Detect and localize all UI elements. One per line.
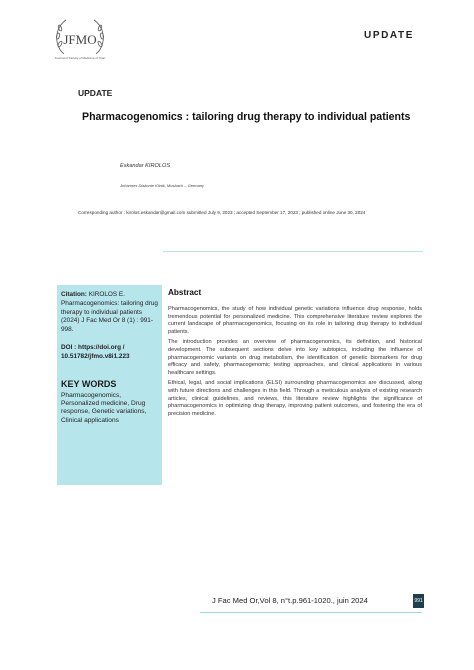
- citation-sidebar: [57, 285, 162, 485]
- author-name: Eskandar KIROLOS: [120, 163, 171, 169]
- journal-logo: [50, 14, 110, 62]
- footer-divider: [200, 612, 422, 613]
- page-number: 991: [413, 594, 424, 608]
- logo-caption: Journal of Faculty of Medicine of Oran: [54, 56, 106, 60]
- keywords-title: KEY WORDS: [61, 378, 117, 389]
- citation-label: Citation:: [61, 291, 87, 298]
- citation-text: KIROLOS E. Pharmacogenomics: tailoring drug therapy to individual patients (2024) J Fac Med Or 8 (1) : 991-998.: [61, 291, 158, 334]
- abstract-title: Abstract: [168, 288, 202, 297]
- footer-citation: J Fac Med Or,Vol 8, n°t.p.961-1020., juin 2024: [212, 596, 368, 605]
- keywords-list: Pharmacogenomics, Personalized medicine, Drug response, Genetic variations, Clinical applications: [61, 391, 147, 424]
- article-title: Pharmacogenomics : tailoring drug therapy to individual patients: [82, 111, 411, 123]
- abstract-body: [168, 306, 422, 421]
- doi-link[interactable]: DOI : https://doi.org / 10.51782/jfmo.v8i1.223: [61, 343, 130, 360]
- abstract-paragraph: Pharmacogenomics, the study of how individual genetic variations influence drug response, holds tremendous potential for personalized medicine. This comprehensive literature review explores the current landscape of pharmacogenomics, focusing on its role in tailoring drug therapy to individual patients.: [168, 306, 422, 335]
- author-affiliation: Johannes Diakonie Klinik, Mosbach – Germany: [120, 183, 205, 188]
- corresponding-author-line: Corresponding author : kirolos.eskandar@gmail.com submitted July 9, 2023 ; accepted September 17, 2023 ; published online June 30, 2024: [78, 210, 366, 215]
- logo-text: JFMO: [63, 32, 97, 47]
- header-update-label: UPDATE: [364, 30, 414, 41]
- citation-block: [61, 291, 158, 335]
- abstract-paragraph: The introduction provides an overview of pharmacogenomics, its definition, and historical development. The subsequent sections delve into key subtopics, including the influence of pharmacogenomic variants on drug metabolism, the identification of genetic biomarkers for drug efficacy and safety, pharmacogenomic testing approaches, and clinical applications in various healthcare settings.: [168, 339, 422, 376]
- abstract-paragraph: Ethical, legal, and social implications (ELSI) surrounding pharmacogenomics are discussed, along with future directions and challenges in this field. Through a meticulous analysis of existing research articles, clinical guidelines, and reviews, this literature review highlights the significance of pharmacogenomics in optimizing drug therapy, improving patient outcomes, and fostering the era of precision medicine.: [168, 380, 422, 417]
- header-divider: [163, 251, 423, 252]
- section-label: UPDATE: [78, 88, 113, 98]
